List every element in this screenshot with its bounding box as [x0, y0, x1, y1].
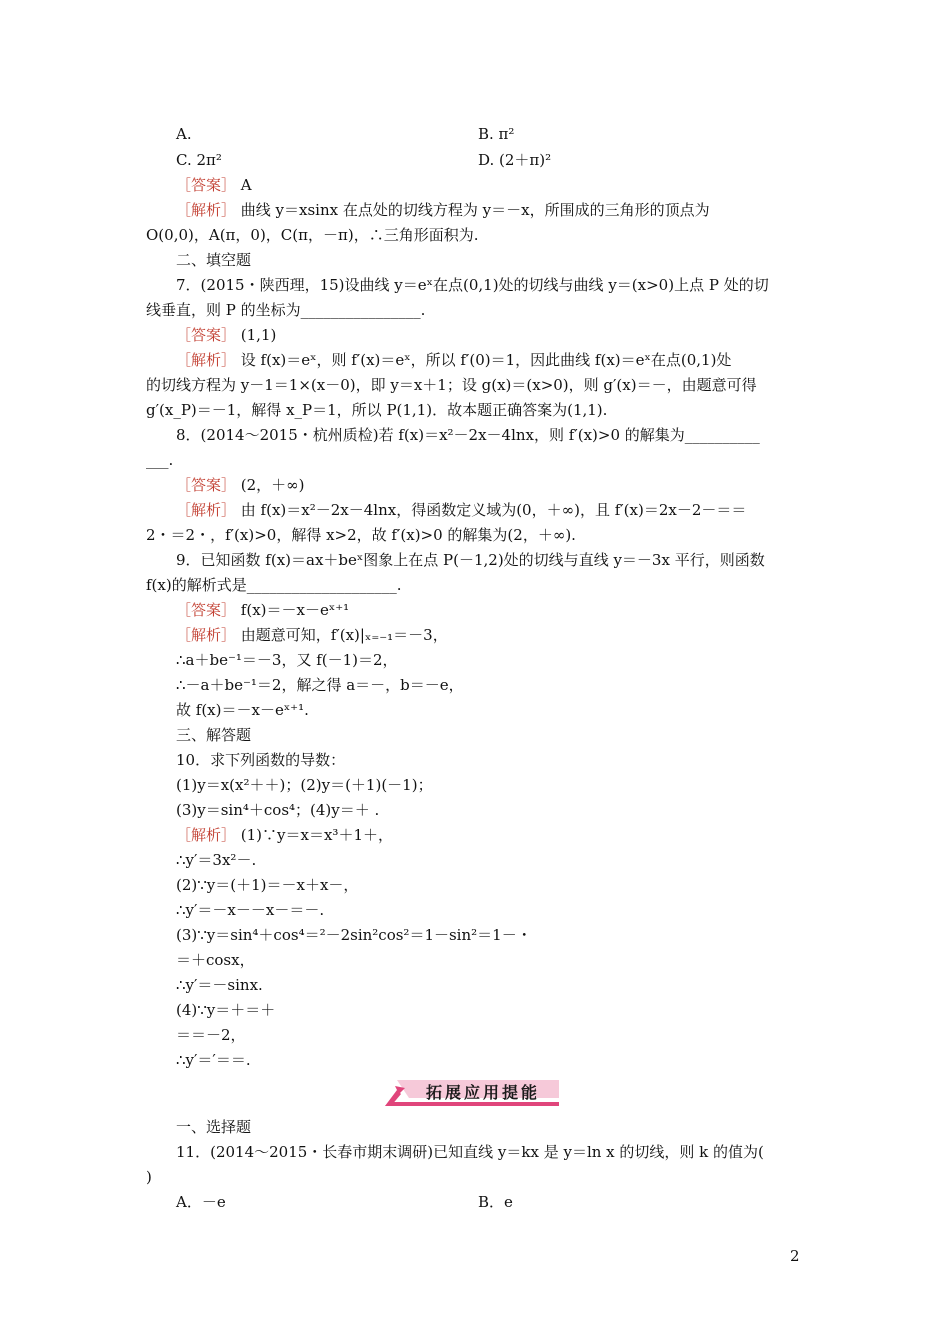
- line-text: ＝＋cosx，: [176, 951, 255, 969]
- line-text: 线垂直，则 P 的坐标为________________.: [146, 301, 426, 319]
- line-text: 由题意可知，f′(x)|ₓ₌₋₁＝－3，: [236, 626, 448, 644]
- text-line: [146, 525, 811, 545]
- line-text: (3)∵y＝sin⁴＋cos⁴＝²－2sin²cos²＝1－sin²＝1－・: [176, 926, 532, 944]
- line-text: 11．(2014～2015・长春市期末调研)已知直线 y＝kx 是 y＝ln x 的切线，则 k 的值为(: [176, 1143, 764, 1161]
- text-line: [176, 650, 841, 670]
- text-line: [176, 900, 841, 920]
- text-line: [176, 200, 841, 220]
- text-line: [146, 1167, 811, 1187]
- text-line: [176, 775, 841, 795]
- text-line: [176, 950, 841, 970]
- line-text: f(x)的解析式是____________________.: [146, 576, 402, 594]
- text-line: [176, 475, 841, 495]
- line-text: 10．求下列函数的导数：: [176, 751, 346, 769]
- line-text: A: [236, 176, 252, 194]
- text-line: [176, 1000, 841, 1020]
- line-text: ∴y′＝′＝＝.: [176, 1051, 251, 1069]
- line-text: 2・＝2・，f′(x)>0，解得 x>2，故 f′(x)>0 的解集为(2，＋∞).: [146, 526, 576, 544]
- line-text: 故 f(x)＝－x－eˣ⁺¹.: [176, 701, 309, 719]
- text-line: [146, 575, 811, 595]
- text-line: [146, 225, 811, 245]
- answer-tag: ［解析］: [176, 351, 237, 369]
- line-text: ∴－a＋be⁻¹＝2，解之得 a＝－，b＝－e，: [176, 676, 464, 694]
- text-line: [176, 850, 841, 870]
- line-text: C. 2π²: [176, 151, 222, 169]
- text-line: [176, 425, 841, 445]
- line-text: (1)∵y＝x＝x³＋1＋，: [236, 826, 393, 844]
- text-line: [176, 250, 841, 270]
- line-text: g′(x_P)＝－1，解得 x_P＝1，所以 P(1,1)．故本题正确答案为(1,1).: [146, 401, 608, 419]
- line-text: (3)y＝sin⁴＋cos⁴；(4)y＝＋ .: [176, 801, 380, 819]
- text-line: [176, 975, 841, 995]
- text-line: [478, 150, 950, 170]
- text-line: [146, 450, 811, 470]
- text-line: [146, 300, 811, 320]
- line-text: 由 f(x)＝x²－2x－4lnx，得函数定义域为(0，＋∞)，且 f′(x)＝2x－2－＝＝: [236, 501, 747, 519]
- text-line: [176, 500, 841, 520]
- line-text: 的切线方程为 y－1＝1×(x－0)，即 y＝x＋1；设 g(x)＝(x>0)，则 g′(x)＝－，由题意可得: [146, 376, 757, 394]
- line-text: 三、解答题: [176, 726, 252, 744]
- answer-tag: ［解析］: [176, 626, 237, 644]
- line-text: B. π²: [478, 125, 515, 143]
- text-line: [176, 750, 841, 770]
- answer-tag: ［解析］: [176, 501, 237, 519]
- answer-tag: ［解析］: [176, 826, 237, 844]
- text-line: [146, 400, 811, 420]
- text-line: [176, 175, 841, 195]
- line-text: ∴y′＝－sinx.: [176, 976, 263, 994]
- line-text: A.: [176, 125, 192, 143]
- section-banner: [383, 1076, 565, 1106]
- line-text: ___.: [146, 451, 174, 469]
- line-text: 9．已知函数 f(x)＝ax＋beˣ图象上在点 P(－1,2)处的切线与直线 y＝－3x 平行，则函数: [176, 551, 765, 569]
- text-line: [176, 1025, 841, 1045]
- answer-tag: ［答案］: [176, 326, 237, 344]
- text-line: [478, 1192, 950, 1212]
- text-line: [176, 675, 841, 695]
- text-line: [176, 1117, 841, 1137]
- text-line: [176, 700, 841, 720]
- line-text: 曲线 y＝xsinx 在点处的切线方程为 y＝－x，所围成的三角形的顶点为: [236, 201, 710, 219]
- line-text: ∴y′＝－x－－x－＝－.: [176, 901, 325, 919]
- text-line: [176, 925, 841, 945]
- line-text: (1)y＝x(x²＋＋)；(2)y＝(＋1)(－1)；: [176, 776, 433, 794]
- line-text: (2)∵y＝(＋1)＝－x＋x－，: [176, 876, 359, 894]
- line-text: ＝＝－2，: [176, 1026, 246, 1044]
- text-line: [478, 124, 950, 144]
- banner-title: 拓展应用提能: [425, 1083, 540, 1102]
- text-line: [176, 1142, 841, 1162]
- text-line: [176, 1050, 841, 1070]
- text-line: [176, 825, 841, 845]
- answer-tag: ［解析］: [176, 201, 237, 219]
- line-text: 一、选择题: [176, 1118, 252, 1136]
- page-number: 2: [790, 1247, 800, 1265]
- line-text: O(0,0)，A(π，0)，C(π，－π)，∴三角形面积为.: [146, 226, 479, 244]
- text-line: [176, 600, 841, 620]
- text-line: [176, 800, 841, 820]
- line-text: 8．(2014～2015・杭州质检)若 f(x)＝x²－2x－4lnx，则 f′(x)>0 的解集为__________: [176, 426, 760, 444]
- line-text: ∴a＋be⁻¹＝－3，又 f(－1)＝2，: [176, 651, 398, 669]
- line-text: A．－e: [176, 1193, 226, 1211]
- line-text: f(x)＝－x－eˣ⁺¹: [236, 601, 350, 619]
- line-text: B．e: [478, 1193, 513, 1211]
- text-line: [176, 875, 841, 895]
- line-text: 7．(2015・陕西理，15)设曲线 y＝eˣ在点(0,1)处的切线与曲线 y＝(x>0)上点 P 处的切: [176, 276, 769, 294]
- answer-tag: ［答案］: [176, 601, 237, 619]
- answer-tag: ［答案］: [176, 476, 237, 494]
- text-line: [176, 625, 841, 645]
- line-text: (4)∵y＝＋＝＋: [176, 1001, 276, 1019]
- text-line: [176, 350, 841, 370]
- line-text: 设 f(x)＝eˣ，则 f′(x)＝eˣ，所以 f′(0)＝1，因此曲线 f(x)＝eˣ在点(0,1)处: [236, 351, 732, 369]
- answer-tag: ［答案］: [176, 176, 237, 194]
- text-line: [146, 375, 811, 395]
- line-text: ∴y′＝3x²－.: [176, 851, 257, 869]
- line-text: ): [146, 1168, 152, 1186]
- line-text: (2，＋∞): [236, 476, 305, 494]
- text-line: [176, 275, 841, 295]
- line-text: D. (2＋π)²: [478, 151, 552, 169]
- text-line: [176, 325, 841, 345]
- text-line: [176, 550, 841, 570]
- line-text: 二、填空题: [176, 251, 252, 269]
- line-text: (1,1): [236, 326, 277, 344]
- text-line: [176, 725, 841, 745]
